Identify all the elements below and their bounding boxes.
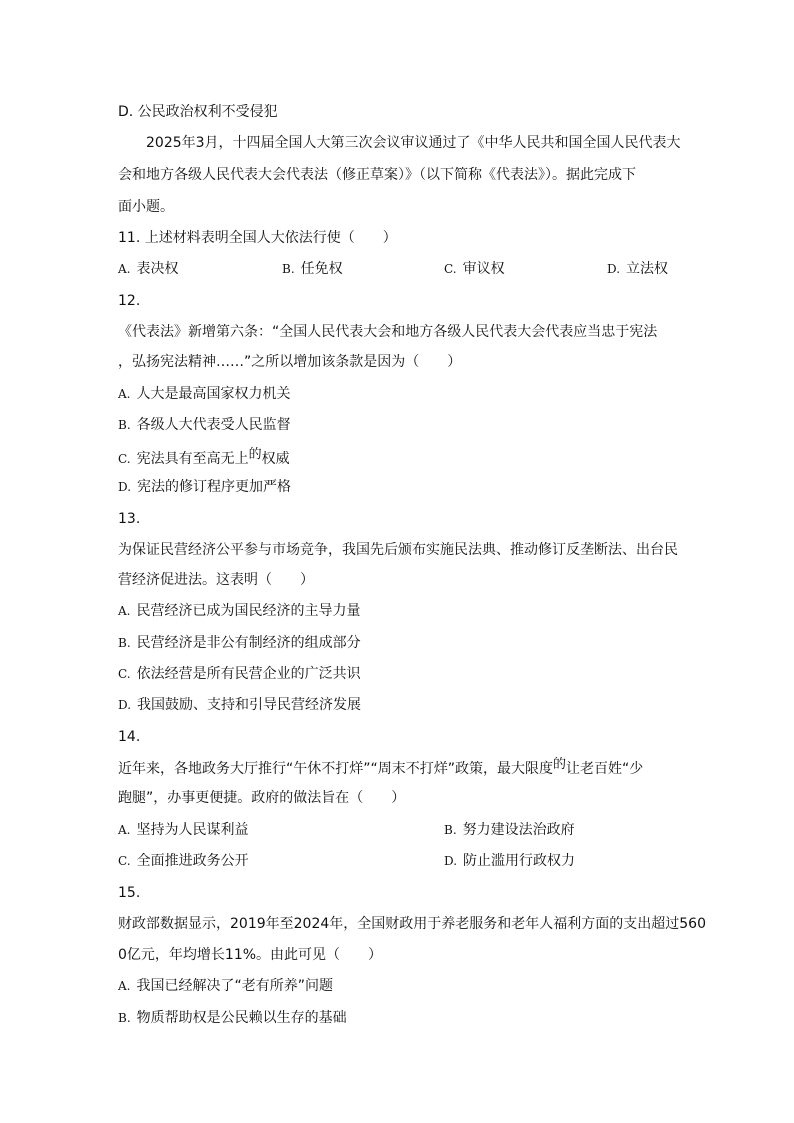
- q15-option-a[interactable]: A. 我国已经解决了“老有所养”问题: [118, 978, 333, 994]
- q11-option-a[interactable]: A. 表决权: [118, 261, 179, 277]
- q14-number: 14.: [118, 729, 141, 745]
- q12-stem-line-1: 《代表法》新增第六条：“全国人民代表大会和地方各级人民代表大会代表应当忠于宪法: [118, 324, 658, 340]
- q12-number: 12.: [118, 293, 141, 309]
- q14-stem-line-1: 近年来，各地政务大厅推行“午休不打烊”“周末不打烊”政策，最大限度的让老百姓“少: [118, 757, 644, 777]
- q12-option-a[interactable]: A. 人大是最高国家权力机关: [118, 386, 291, 402]
- q13-option-b[interactable]: B. 民营经济是非公有制经济的组成部分: [118, 635, 361, 651]
- q14-stem-line-2: 跑腿”，办事更便捷。政府的做法旨在（ ）: [118, 790, 406, 806]
- q11-option-b[interactable]: B. 任免权: [282, 261, 343, 277]
- q11-option-d[interactable]: D. 立法权: [607, 261, 669, 277]
- previous-question-option-d: D. 公民政治权利不受侵犯: [118, 104, 278, 120]
- q12-option-c[interactable]: C. 宪法具有至高无上的权威: [118, 447, 290, 467]
- q14-option-d[interactable]: D. 防止滥用行政权力: [444, 853, 576, 869]
- q14-option-c[interactable]: C. 全面推进政务公开: [118, 853, 249, 869]
- q11-option-c[interactable]: C. 审议权: [444, 261, 505, 277]
- q14-option-a[interactable]: A. 坚持为人民谋利益: [118, 822, 249, 838]
- q15-stem-line-2: 0亿元，年均增长11%。由此可见（ ）: [118, 947, 383, 963]
- q15-number: 15.: [118, 885, 141, 901]
- q12-stem-line-2: ，弘扬宪法精神……”之所以增加该条款是因为（ ）: [118, 354, 462, 370]
- q14-option-b[interactable]: B. 努力建设法治政府: [444, 822, 575, 838]
- q12-option-b[interactable]: B. 各级人大代表受人民监督: [118, 417, 291, 433]
- q13-option-c[interactable]: C. 依法经营是所有民营企业的广泛共识: [118, 666, 361, 682]
- q15-option-b[interactable]: B. 物质帮助权是公民赖以生存的基础: [118, 1010, 347, 1026]
- q13-number: 13.: [118, 511, 141, 527]
- q13-option-a[interactable]: A. 民营经济已成为国民经济的主导力量: [118, 603, 361, 619]
- q13-stem-line-1: 为保证民营经济公平参与市场竞争，我国先后颁布实施民法典、推动修订反垄断法、出台民: [118, 542, 678, 558]
- q12-option-d[interactable]: D. 宪法的修订程序更加严格: [118, 479, 292, 495]
- q13-option-d[interactable]: D. 我国鼓励、支持和引导民营经济发展: [118, 697, 362, 713]
- q13-stem-line-2: 营经济促进法。这表明（ ）: [118, 572, 314, 588]
- q15-stem-line-1: 财政部数据显示，2019年至2024年，全国财政用于养老服务和老年人福利方面的支出超过560: [118, 916, 706, 932]
- material-text-line-2: 会和地方各级人民代表大会代表法（修正草案）》（以下简称《代表法》）。据此完成下: [118, 167, 636, 183]
- material-text-line-1: 2025年3月，十四届全国人大第三次会议审议通过了《中华人民共和国全国人民代表大: [146, 135, 681, 151]
- material-text-line-3: 面小题。: [118, 199, 174, 215]
- q11-stem: 11. 上述材料表明全国人大依法行使（ ）: [118, 230, 397, 246]
